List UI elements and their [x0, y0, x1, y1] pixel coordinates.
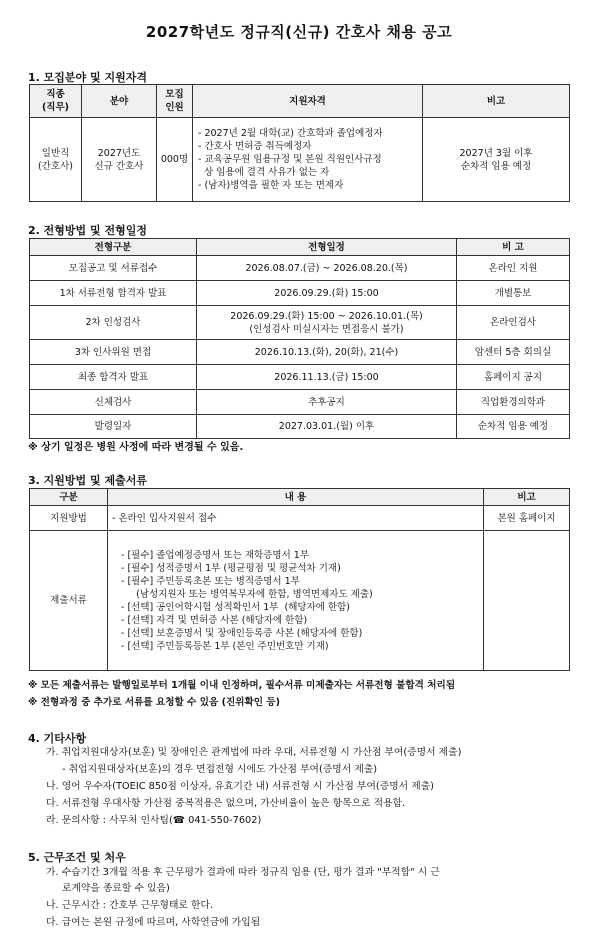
stage-cell: 발령일자 [30, 415, 197, 439]
header-note: 비고 [423, 85, 570, 118]
doc-item: (남성지원자 또는 병역복무자에 한함, 병역면제자도 제출) [121, 588, 373, 600]
section-3-heading: 3. 지원방법 및 제출서류 [28, 474, 147, 487]
section-2-heading: 2. 전형방법 및 전형일정 [28, 224, 147, 237]
docs-note-1: ※ 모든 제출서류는 발행일로부터 1개월 이내 인정하며, 필수서류 미제출자는 서류전형 불합격 처리됨 [28, 680, 456, 691]
qual-item: - 간호사 면허증 취득예정자 [198, 141, 312, 152]
date-cell: 추후공지 [197, 390, 457, 415]
stage-cell: 1차 서류전형 합격자 발표 [30, 281, 197, 306]
recruit-table [29, 84, 570, 202]
docs-note [484, 531, 570, 671]
schedule-footnote: ※ 상기 일정은 병원 사정에 따라 변경될 수 있음. [28, 442, 244, 453]
cell-field: 2027년도 신규 간호사 [82, 118, 157, 202]
header-category: 구분 [30, 489, 108, 506]
qual-item: - 교육공무원 임용규정 및 본원 직원인사규정 [198, 154, 382, 165]
header-field: 분야 [82, 85, 157, 118]
doc-item: - [필수] 주민등록초본 또는 병적증명서 1부 [121, 575, 300, 587]
cell-job: 일반직 (간호사) [30, 118, 82, 202]
date-cell: 2026.08.07.(금) ~ 2026.08.20.(목) [197, 256, 457, 281]
etc-line: 다. 서류전형 우대사항 가산점 중복적용은 없으며, 가산비율이 높은 항목으로 적용함. [46, 798, 406, 809]
apply-content: - 온라인 입사지원서 접수 [108, 506, 484, 531]
qual-item: - (남자)병역을 필한 자 또는 면제자 [198, 180, 344, 191]
section-4-heading: 4. 기타사항 [28, 732, 87, 745]
header-content: 내 용 [108, 489, 484, 506]
docs-label: 제출서류 [30, 531, 108, 671]
doc-item: - [선택] 보훈증명서 및 장애인등록증 사본 (해당자에 한함) [121, 627, 363, 639]
remark-cell: 온라인 지원 [457, 256, 570, 281]
header-job: 직종 (직무) [30, 85, 82, 118]
remark-cell: 직업환경의학과 [457, 390, 570, 415]
date-cell: 2026.11.13.(금) 15:00 [197, 365, 457, 390]
header-stage: 전형구분 [30, 239, 197, 256]
doc-item: - [필수] 졸업예정증명서 또는 재학증명서 1부 [121, 549, 309, 561]
date-cell: 2027.03.01.(월) 이후 [197, 415, 457, 439]
remark-cell: 홈페이지 공지 [457, 365, 570, 390]
qual-item: - 2027년 2월 대학(교) 간호학과 졸업예정자 [198, 128, 383, 139]
header-quals: 지원자격 [193, 85, 423, 118]
remark-cell: 온라인검사 [457, 306, 570, 340]
stage-cell: 최종 합격자 발표 [30, 365, 197, 390]
etc-line: - 취업지원대상자(보훈)의 경우 면접전형 시에도 가산점 부여(증명서 제출) [62, 764, 378, 775]
header-remark: 비고 [484, 489, 570, 506]
date-cell: 2026.10.13.(화), 20(화), 21(수) [197, 340, 457, 365]
remark-cell: 암센터 5층 회의실 [457, 340, 570, 365]
stage-cell: 모집공고 및 서류접수 [30, 256, 197, 281]
work-line: 로계약을 종료할 수 있음) [62, 883, 170, 894]
remark-cell: 개별통보 [457, 281, 570, 306]
work-line: 가. 수습기간 3개월 적용 후 근무평가 결과에 따라 정규직 임용 (단, 평가 결과 "부적합" 시 근 [46, 867, 440, 878]
doc-item: - [선택] 자격 및 면허증 사본 (해당자에 한함) [121, 614, 308, 626]
docs-note-2: ※ 전형과정 중 추가로 서류를 요청할 수 있음 (진위확인 등) [28, 697, 281, 708]
stage-cell: 3차 인사위원 면접 [30, 340, 197, 365]
date-cell: 2026.09.29.(화) 15:00 [197, 281, 457, 306]
doc-item: - [선택] 공인어학시험 성적확인서 1부 (해당자에 한함) [121, 601, 350, 613]
apply-note: 본원 홈페이지 [484, 506, 570, 531]
doc-item: - [필수] 성적증명서 1부 (평균평점 및 평균석차 기재) [121, 562, 341, 574]
etc-line: 나. 영어 우수자(TOEIC 850점 이상자, 유효기간 내) 서류전형 시 가산점 부여(증명서 제출) [46, 781, 434, 792]
work-line: 다. 급여는 본원 규정에 따르며, 사학연금에 가입됨 [46, 917, 261, 928]
date-cell: 2026.09.29.(화) 15:00 ~ 2026.10.01.(목) (인성검사 미실시자는 면접응시 불가) [197, 306, 457, 340]
cell-count: 000명 [157, 118, 193, 202]
cell-note: 2027년 3월 이후 순차적 임용 예정 [423, 118, 570, 202]
section-5-heading: 5. 근무조건 및 처우 [28, 851, 126, 864]
etc-line: 가. 취업지원대상자(보훈) 및 장애인은 관계법에 따라 우대, 서류전형 시 가산점 부여(증명서 제출) [46, 747, 462, 758]
schedule-table [29, 238, 570, 439]
docs-content [108, 531, 484, 671]
qual-item: 상 임용에 결격 사유가 없는 자 [198, 167, 330, 178]
stage-cell: 2차 인성검사 [30, 306, 197, 340]
documents-table [29, 488, 570, 671]
apply-label: 지원방법 [30, 506, 108, 531]
work-line: 나. 근무시간 : 간호부 근무형태로 한다. [46, 900, 214, 911]
cell-quals [193, 118, 423, 202]
page-title: 2027학년도 정규직(신규) 간호사 채용 공고 [145, 23, 453, 41]
doc-item: - [선택] 주민등록등본 1부 (본인 주민번호만 기재) [121, 640, 329, 652]
header-remark: 비 고 [457, 239, 570, 256]
header-count: 모집 인원 [157, 85, 193, 118]
remark-cell: 순차적 임용 예정 [457, 415, 570, 439]
stage-cell: 신체검사 [30, 390, 197, 415]
section-1-heading: 1. 모집분야 및 지원자격 [28, 71, 147, 84]
etc-line: 라. 문의사항 : 사무처 인사팀(☎ 041-550-7602) [46, 815, 262, 826]
header-date: 전형일정 [197, 239, 457, 256]
